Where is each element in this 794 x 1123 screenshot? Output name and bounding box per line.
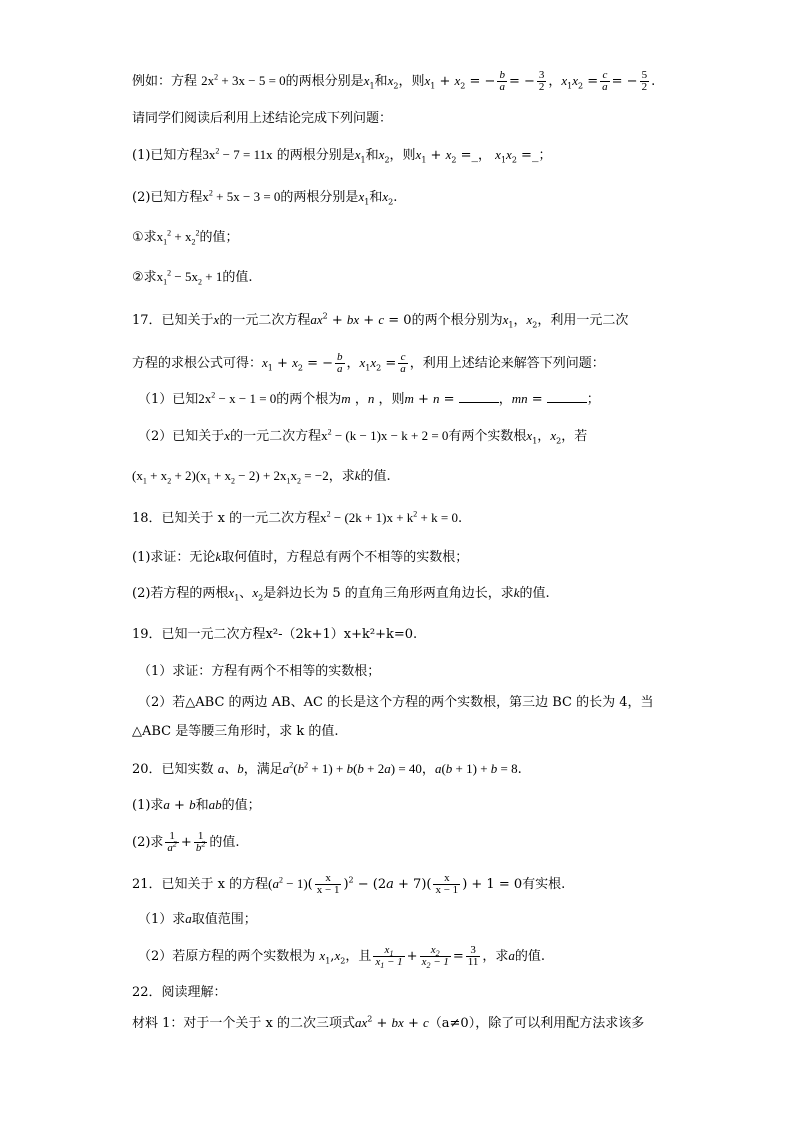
q20-part2: (2)求 $\frac{1}{a^2}$ + $\frac{1}{b^2}$ 的值. xyxy=(132,830,240,854)
intro-instruction: 请同学们阅读后利用上述结论完成下列问题： xyxy=(132,111,393,126)
q17-part1: （1）已知$2x^2 - x - 1 = 0$的两个根为m ，n ，则m + n = ，mn = ； xyxy=(138,390,600,407)
q19-part2-line1: （2）若△ABC 的两边 AB、AC 的长是这个方程的两个实数根，第三边 BC 的长为 4，当 xyxy=(138,695,654,710)
q19-heading: 19．已知一元二次方程x²-（2k+1）x+k²+k=0. xyxy=(132,627,418,642)
q21-part1: （1）求a取值范围； xyxy=(138,911,257,927)
q16-part2: (2)已知方程$x^2 + 5x - 3 = 0$的两根分别是$x_1$和$x_2$. xyxy=(132,188,398,207)
q16-sub1: ①求$x_1^2 + x_2^2$的值； xyxy=(132,228,239,247)
q20-heading: 20．已知实数 a、b，满足$a^2(b^2 + 1) + b(b + 2a) = 40$，a(b + 1) + b = 8. xyxy=(132,760,522,777)
q19-part2-line2: △ABC 是等腰三角形时，求 k 的值. xyxy=(132,724,339,739)
example-line: 例如：方程 $2x^2 + 3x - 5 = 0$的两根分别是$x_1$和$x_2$，则$x_1 + x_2$ = − $\frac{b}{a}$ = − $\frac{3}{2}$ ，$x_1x_2$ = $\frac{c}{a}$ = − $\frac{5}{2}$ . xyxy=(132,69,656,93)
answer-blank-sum[interactable] xyxy=(459,390,499,403)
q17-formula-line: 方程的求根公式可得：$x_1 + x_2$ = − $\frac{b}{a}$ ，$x_1x_2$ = $\frac{c}{a}$ ，利用上述结论来解答下列问题： xyxy=(132,351,605,375)
q16-part1: (1)已知方程$3x^2 - 7 = 11x$ 的两根分别是$x_1$和$x_2$，则$x_1 + x_2$ =_， $x_1x_2$ =_； xyxy=(132,146,552,165)
q18-heading: 18．已知关于 x 的一元二次方程$x^2 - (2k + 1)x + k^2 + k = 0$. xyxy=(132,509,463,526)
q21-heading: 21．已知关于 x 的方程$(a^2 - 1)$( $\frac{x}{x - 1}$ )$^2$ − (2a + 7)( $\frac{x}{x - 1}$ ) + 1 = 0有实根. xyxy=(132,872,566,896)
answer-blank-product[interactable] xyxy=(547,390,587,403)
q16-sub2: ②求$x_1^2 - 5x_2 + 1$的值. xyxy=(132,268,253,287)
q19-part1: （1）求证：方程有两个不相等的实数根； xyxy=(138,664,381,679)
q18-part1: (1)求证：无论k取何值时，方程总有两个不相等的实数根； xyxy=(132,549,469,565)
q17-part2-condition: $(x_1 + x_2 + 2)(x_1 + x_2 - 2) + 2x_1x_2 = -2$，求k的值. xyxy=(132,468,391,486)
q17-part2: （2）已知关于x的一元二次方程$x^2 - (k - 1)x - k + 2 = 0$有两个实数根$x_1$，$x_2$，若 xyxy=(138,427,588,446)
q21-part2: （2）若原方程的两个实数根为 $x_1,x_2$，且 $\frac{x_1}{x_1 - 1}$ + $\frac{x_2}{x_2 - 1}$ = $\frac{3}{11}$ ，求a的值. xyxy=(138,944,546,971)
q20-part1: (1)求a + b和ab的值； xyxy=(132,797,261,813)
q17-heading: 17．已知关于x的一元二次方程$ax^2$ + bx + c = 0的两个根分别为$x_1$，$x_2$，利用一元二次 xyxy=(132,311,629,330)
q22-material1: 材料 1：对于一个关于 x 的二次三项式$ax^2$ + bx + c（a≠0），除了可以利用配方法求该多 xyxy=(132,1014,645,1031)
q22-heading: 22．阅读理解： xyxy=(132,985,227,1000)
q18-part2: (2)若方程的两根$x_1$、$x_2$是斜边长为 5 的直角三角形两直角边长，求k的值. xyxy=(132,585,550,603)
